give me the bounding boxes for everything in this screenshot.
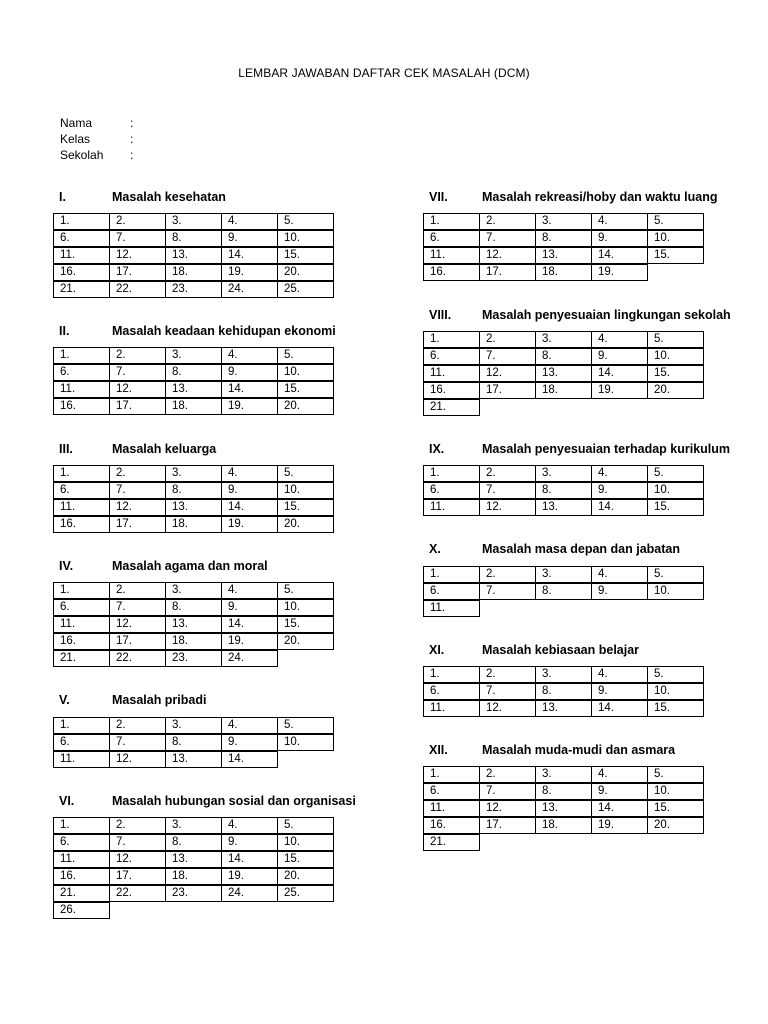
answer-cell[interactable]: 3. [535,465,592,482]
answer-cell[interactable]: 22. [109,885,166,902]
answer-cell[interactable]: 12. [109,616,166,633]
answer-cell[interactable]: 4. [591,465,648,482]
answer-cell[interactable]: 4. [591,566,648,583]
answer-cell[interactable]: 4. [591,666,648,683]
answer-cell[interactable]: 8. [535,482,592,499]
answer-cell[interactable]: 19. [221,868,278,885]
answer-cell[interactable]: 18. [165,516,222,533]
answer-cell[interactable]: 16. [53,398,110,415]
answer-cell[interactable]: 7. [479,482,536,499]
answer-cell[interactable]: 5. [647,766,704,783]
answer-cell[interactable]: 17. [479,264,536,281]
answer-cell[interactable]: 13. [165,851,222,868]
answer-cell[interactable]: 14. [221,616,278,633]
answer-cell[interactable]: 22. [109,281,166,298]
identity-label: Nama [60,116,93,130]
answer-cell[interactable]: 3. [535,666,592,683]
section-title: Masalah masa depan dan jabatan [482,542,680,556]
identity-colon: : [130,132,134,146]
answer-cell[interactable]: 11. [53,381,110,398]
answer-cell[interactable]: 17. [479,817,536,834]
answer-cell[interactable]: 20. [647,382,704,399]
answer-cell[interactable]: 18. [535,817,592,834]
answer-cell[interactable]: 10. [647,482,704,499]
identity-colon: : [130,148,134,162]
answer-cell[interactable]: 7. [479,230,536,247]
answer-cell[interactable]: 9. [591,230,648,247]
answer-cell[interactable]: 16. [423,382,480,399]
identity-colon: : [130,116,134,130]
section-number: XII. [429,743,448,757]
answer-cell[interactable]: 9. [221,482,278,499]
answer-cell[interactable]: 9. [591,683,648,700]
answer-cell[interactable]: 8. [535,348,592,365]
identity-row-nama [60,116,133,130]
section-number: V. [59,693,70,707]
answer-cell[interactable]: 12. [479,365,536,382]
answer-cell[interactable]: 19. [591,817,648,834]
answer-cell[interactable]: 16. [53,868,110,885]
answer-cell[interactable]: 6. [53,482,110,499]
section-title: Masalah keluarga [112,442,217,456]
answer-cell[interactable]: 4. [591,213,648,230]
answer-cell[interactable]: 1. [53,817,110,834]
answer-cell[interactable]: 13. [165,499,222,516]
answer-cell[interactable]: 10. [277,734,334,751]
answer-cell[interactable]: 18. [535,382,592,399]
answer-cell[interactable]: 17. [109,264,166,281]
answer-cell[interactable]: 1. [423,213,480,230]
answer-cell[interactable]: 5. [647,566,704,583]
section-title: Masalah kesehatan [112,190,226,204]
answer-cell[interactable]: 10. [647,583,704,600]
section-number: IX. [429,442,445,456]
answer-cell[interactable]: 15. [647,499,704,516]
section-number: VIII. [429,308,452,322]
answer-cell[interactable]: 8. [535,230,592,247]
answer-cell[interactable]: 9. [221,834,278,851]
answer-cell[interactable]: 4. [221,582,278,599]
answer-cell[interactable]: 24. [221,885,278,902]
answer-cell[interactable]: 4. [221,347,278,364]
answer-cell[interactable]: 2. [479,766,536,783]
answer-cell[interactable]: 9. [591,348,648,365]
answer-cell[interactable]: 2. [109,817,166,834]
answer-cell[interactable]: 6. [53,230,110,247]
section-title: Masalah keadaan kehidupan ekonomi [112,324,336,338]
answer-cell[interactable]: 15. [647,700,704,717]
answer-cell[interactable]: 16. [423,264,480,281]
answer-cell[interactable]: 11. [53,851,110,868]
answer-cell[interactable]: 20. [277,264,334,281]
answer-cell[interactable]: 10. [277,599,334,616]
answer-cell[interactable]: 3. [165,817,222,834]
answer-cell[interactable]: 20. [277,398,334,415]
answer-cell[interactable]: 17. [109,868,166,885]
answer-cell[interactable]: 19. [221,398,278,415]
answer-cell[interactable]: 8. [165,364,222,381]
answer-cell[interactable]: 2. [109,582,166,599]
answer-cell[interactable]: 14. [591,365,648,382]
answer-cell[interactable]: 6. [423,583,480,600]
answer-cell[interactable]: 4. [591,766,648,783]
section-title: Masalah penyesuaian terhadap kurikulum [482,442,730,456]
answer-cell[interactable]: 1. [53,347,110,364]
answer-cell[interactable]: 21. [53,281,110,298]
answer-cell[interactable]: 24. [221,281,278,298]
section-title: Masalah kebiasaan belajar [482,643,640,657]
answer-cell[interactable]: 16. [423,817,480,834]
answer-cell[interactable]: 15. [277,616,334,633]
answer-cell[interactable]: 10. [277,834,334,851]
answer-cell[interactable]: 12. [109,499,166,516]
answer-cell[interactable]: 18. [165,868,222,885]
answer-cell[interactable]: 14. [221,751,278,768]
answer-cell[interactable]: 9. [221,364,278,381]
answer-cell[interactable]: 7. [109,599,166,616]
answer-cell[interactable]: 21. [423,834,480,851]
answer-cell[interactable]: 3. [535,213,592,230]
answer-cell[interactable]: 14. [591,499,648,516]
answer-cell[interactable]: 6. [53,834,110,851]
answer-cell[interactable]: 19. [221,264,278,281]
answer-cell[interactable]: 12. [109,751,166,768]
answer-cell[interactable]: 14. [591,800,648,817]
answer-cell[interactable]: 19. [221,516,278,533]
answer-cell[interactable]: 2. [109,213,166,230]
section-title: Masalah penyesuaian lingkungan sekolah [482,308,731,322]
answer-cell[interactable]: 6. [53,734,110,751]
answer-cell[interactable]: 5. [277,817,334,834]
answer-cell[interactable]: 2. [479,331,536,348]
answer-cell[interactable]: 4. [221,817,278,834]
answer-cell[interactable]: 5. [647,465,704,482]
answer-cell[interactable]: 6. [423,683,480,700]
answer-cell[interactable]: 13. [535,247,592,264]
answer-cell[interactable]: 6. [423,230,480,247]
answer-cell[interactable]: 1. [53,717,110,734]
answer-cell[interactable]: 11. [53,616,110,633]
answer-cell[interactable]: 5. [647,331,704,348]
answer-cell[interactable]: 20. [277,633,334,650]
answer-cell[interactable]: 18. [535,264,592,281]
answer-cell[interactable]: 9. [221,599,278,616]
section-number: X. [429,542,441,556]
answer-cell[interactable]: 2. [479,666,536,683]
answer-cell[interactable]: 7. [109,734,166,751]
answer-cell[interactable]: 4. [221,717,278,734]
section-number: XI. [429,643,445,657]
answer-cell[interactable]: 11. [53,499,110,516]
answer-cell[interactable]: 16. [53,516,110,533]
section-title: Masalah muda-mudi dan asmara [482,743,676,757]
answer-cell[interactable]: 20. [277,868,334,885]
answer-cell[interactable]: 13. [535,499,592,516]
answer-cell[interactable]: 15. [647,247,704,264]
answer-cell[interactable]: 1. [53,465,110,482]
answer-cell[interactable]: 16. [53,264,110,281]
identity-label: Sekolah [60,148,104,162]
answer-cell[interactable]: 13. [535,700,592,717]
answer-cell[interactable]: 3. [165,465,222,482]
answer-cell[interactable]: 17. [109,516,166,533]
answer-cell[interactable]: 21. [53,650,110,667]
answer-cell[interactable]: 9. [591,482,648,499]
answer-cell[interactable]: 2. [479,213,536,230]
answer-cell[interactable]: 13. [535,365,592,382]
section-title: Masalah agama dan moral [112,559,268,573]
answer-cell[interactable]: 5. [647,213,704,230]
answer-cell[interactable]: 8. [165,834,222,851]
answer-cell[interactable]: 11. [423,365,480,382]
answer-cell[interactable]: 12. [479,499,536,516]
answer-cell[interactable]: 20. [647,817,704,834]
answer-cell[interactable]: 10. [647,783,704,800]
answer-cell[interactable]: 4. [221,465,278,482]
answer-cell[interactable]: 17. [479,382,536,399]
answer-cell[interactable]: 8. [165,230,222,247]
answer-cell[interactable]: 1. [423,766,480,783]
answer-cell[interactable]: 6. [53,364,110,381]
answer-cell[interactable]: 18. [165,398,222,415]
answer-cell[interactable]: 3. [165,347,222,364]
answer-cell[interactable]: 3. [535,766,592,783]
answer-cell[interactable]: 4. [221,213,278,230]
answer-cell[interactable]: 8. [535,583,592,600]
page-title: LEMBAR JAWABAN DAFTAR CEK MASALAH (DCM) [238,66,530,80]
answer-cell[interactable]: 3. [165,582,222,599]
answer-cell[interactable]: 2. [479,465,536,482]
answer-cell[interactable]: 18. [165,633,222,650]
answer-cell[interactable]: 9. [591,783,648,800]
answer-cell[interactable]: 15. [277,247,334,264]
answer-cell[interactable]: 16. [53,633,110,650]
answer-cell[interactable]: 1. [423,465,480,482]
answer-cell[interactable]: 7. [109,834,166,851]
answer-cell[interactable]: 12. [479,247,536,264]
answer-cell[interactable]: 3. [165,213,222,230]
answer-cell[interactable]: 14. [591,700,648,717]
answer-cell[interactable]: 11. [423,700,480,717]
answer-cell[interactable]: 6. [423,348,480,365]
answer-cell[interactable]: 14. [221,851,278,868]
answer-cell[interactable]: 1. [423,666,480,683]
answer-cell[interactable]: 21. [53,885,110,902]
answer-cell[interactable]: 19. [591,382,648,399]
answer-cell[interactable]: 11. [423,800,480,817]
answer-cell[interactable]: 3. [165,717,222,734]
answer-cell[interactable]: 25. [277,885,334,902]
answer-cell[interactable]: 12. [109,247,166,264]
answer-cell[interactable]: 6. [423,783,480,800]
answer-cell[interactable]: 9. [221,230,278,247]
answer-cell[interactable]: 23. [165,885,222,902]
answer-cell[interactable]: 10. [647,230,704,247]
answer-cell[interactable]: 23. [165,281,222,298]
answer-cell[interactable]: 17. [109,398,166,415]
answer-cell[interactable]: 18. [165,264,222,281]
answer-cell[interactable]: 15. [647,800,704,817]
section-title: Masalah pribadi [112,693,207,707]
answer-cell[interactable]: 15. [277,381,334,398]
answer-cell[interactable]: 7. [109,364,166,381]
answer-cell[interactable]: 2. [109,347,166,364]
answer-cell[interactable]: 22. [109,650,166,667]
answer-cell[interactable]: 12. [109,851,166,868]
answer-cell[interactable]: 13. [165,616,222,633]
answer-cell[interactable]: 6. [423,482,480,499]
answer-cell[interactable]: 4. [591,331,648,348]
answer-cell[interactable]: 5. [277,465,334,482]
answer-cell[interactable]: 11. [423,600,480,617]
answer-cell[interactable]: 24. [221,650,278,667]
answer-cell[interactable]: 11. [53,247,110,264]
answer-cell[interactable]: 19. [221,633,278,650]
answer-cell[interactable]: 14. [591,247,648,264]
answer-cell[interactable]: 10. [647,683,704,700]
answer-cell[interactable]: 8. [165,599,222,616]
section-number: II. [59,324,70,338]
answer-cell[interactable]: 1. [53,213,110,230]
section-number: I. [59,190,66,204]
answer-cell[interactable]: 3. [535,566,592,583]
answer-cell[interactable]: 7. [479,683,536,700]
answer-cell[interactable]: 5. [647,666,704,683]
answer-cell[interactable]: 5. [277,582,334,599]
answer-cell[interactable]: 12. [479,700,536,717]
answer-cell[interactable]: 17. [109,633,166,650]
answer-cell[interactable]: 2. [109,717,166,734]
answer-cell[interactable]: 15. [647,365,704,382]
answer-cell[interactable]: 11. [423,499,480,516]
identity-row-sekolah [60,148,133,162]
answer-cell[interactable]: 21. [423,399,480,416]
answer-cell[interactable]: 26. [53,902,110,919]
answer-cell[interactable]: 7. [479,783,536,800]
answer-cell[interactable]: 13. [165,381,222,398]
answer-cell[interactable]: 15. [277,499,334,516]
section-title: Masalah hubungan sosial dan organisasi [112,794,356,808]
answer-cell[interactable]: 1. [423,566,480,583]
answer-cell[interactable]: 5. [277,347,334,364]
section-number: VI. [59,794,75,808]
answer-cell[interactable]: 10. [277,482,334,499]
answer-cell[interactable]: 14. [221,499,278,516]
answer-cell[interactable]: 6. [53,599,110,616]
answer-cell[interactable]: 9. [591,583,648,600]
answer-cell[interactable]: 13. [165,247,222,264]
answer-cell[interactable]: 9. [221,734,278,751]
answer-cell[interactable]: 5. [277,213,334,230]
answer-cell[interactable]: 7. [479,348,536,365]
answer-cell[interactable]: 12. [479,800,536,817]
answer-cell[interactable]: 7. [109,482,166,499]
answer-cell[interactable]: 7. [479,583,536,600]
answer-cell[interactable]: 8. [535,783,592,800]
answer-cell[interactable]: 12. [109,381,166,398]
answer-cell[interactable]: 1. [423,331,480,348]
section-number: VII. [429,190,448,204]
answer-cell[interactable]: 14. [221,381,278,398]
answer-cell[interactable]: 2. [479,566,536,583]
answer-cell[interactable]: 14. [221,247,278,264]
identity-row-kelas [60,132,133,146]
answer-cell[interactable]: 11. [423,247,480,264]
answer-cell[interactable]: 25. [277,281,334,298]
answer-cell[interactable]: 13. [535,800,592,817]
answer-cell[interactable]: 5. [277,717,334,734]
answer-cell[interactable]: 1. [53,582,110,599]
answer-cell[interactable]: 3. [535,331,592,348]
section-number: IV. [59,559,74,573]
identity-label: Kelas [60,132,91,146]
answer-cell[interactable]: 23. [165,650,222,667]
section-number: III. [59,442,73,456]
answer-cell[interactable]: 10. [277,364,334,381]
answer-cell[interactable]: 19. [591,264,648,281]
answer-cell[interactable]: 8. [165,482,222,499]
answer-cell[interactable]: 20. [277,516,334,533]
answer-cell[interactable]: 10. [647,348,704,365]
answer-cell[interactable]: 8. [165,734,222,751]
answer-cell[interactable]: 2. [109,465,166,482]
answer-cell[interactable]: 13. [165,751,222,768]
answer-cell[interactable]: 11. [53,751,110,768]
answer-cell[interactable]: 8. [535,683,592,700]
answer-cell[interactable]: 7. [109,230,166,247]
section-title: Masalah rekreasi/hoby dan waktu luang [482,190,718,204]
answer-cell[interactable]: 15. [277,851,334,868]
answer-cell[interactable]: 10. [277,230,334,247]
